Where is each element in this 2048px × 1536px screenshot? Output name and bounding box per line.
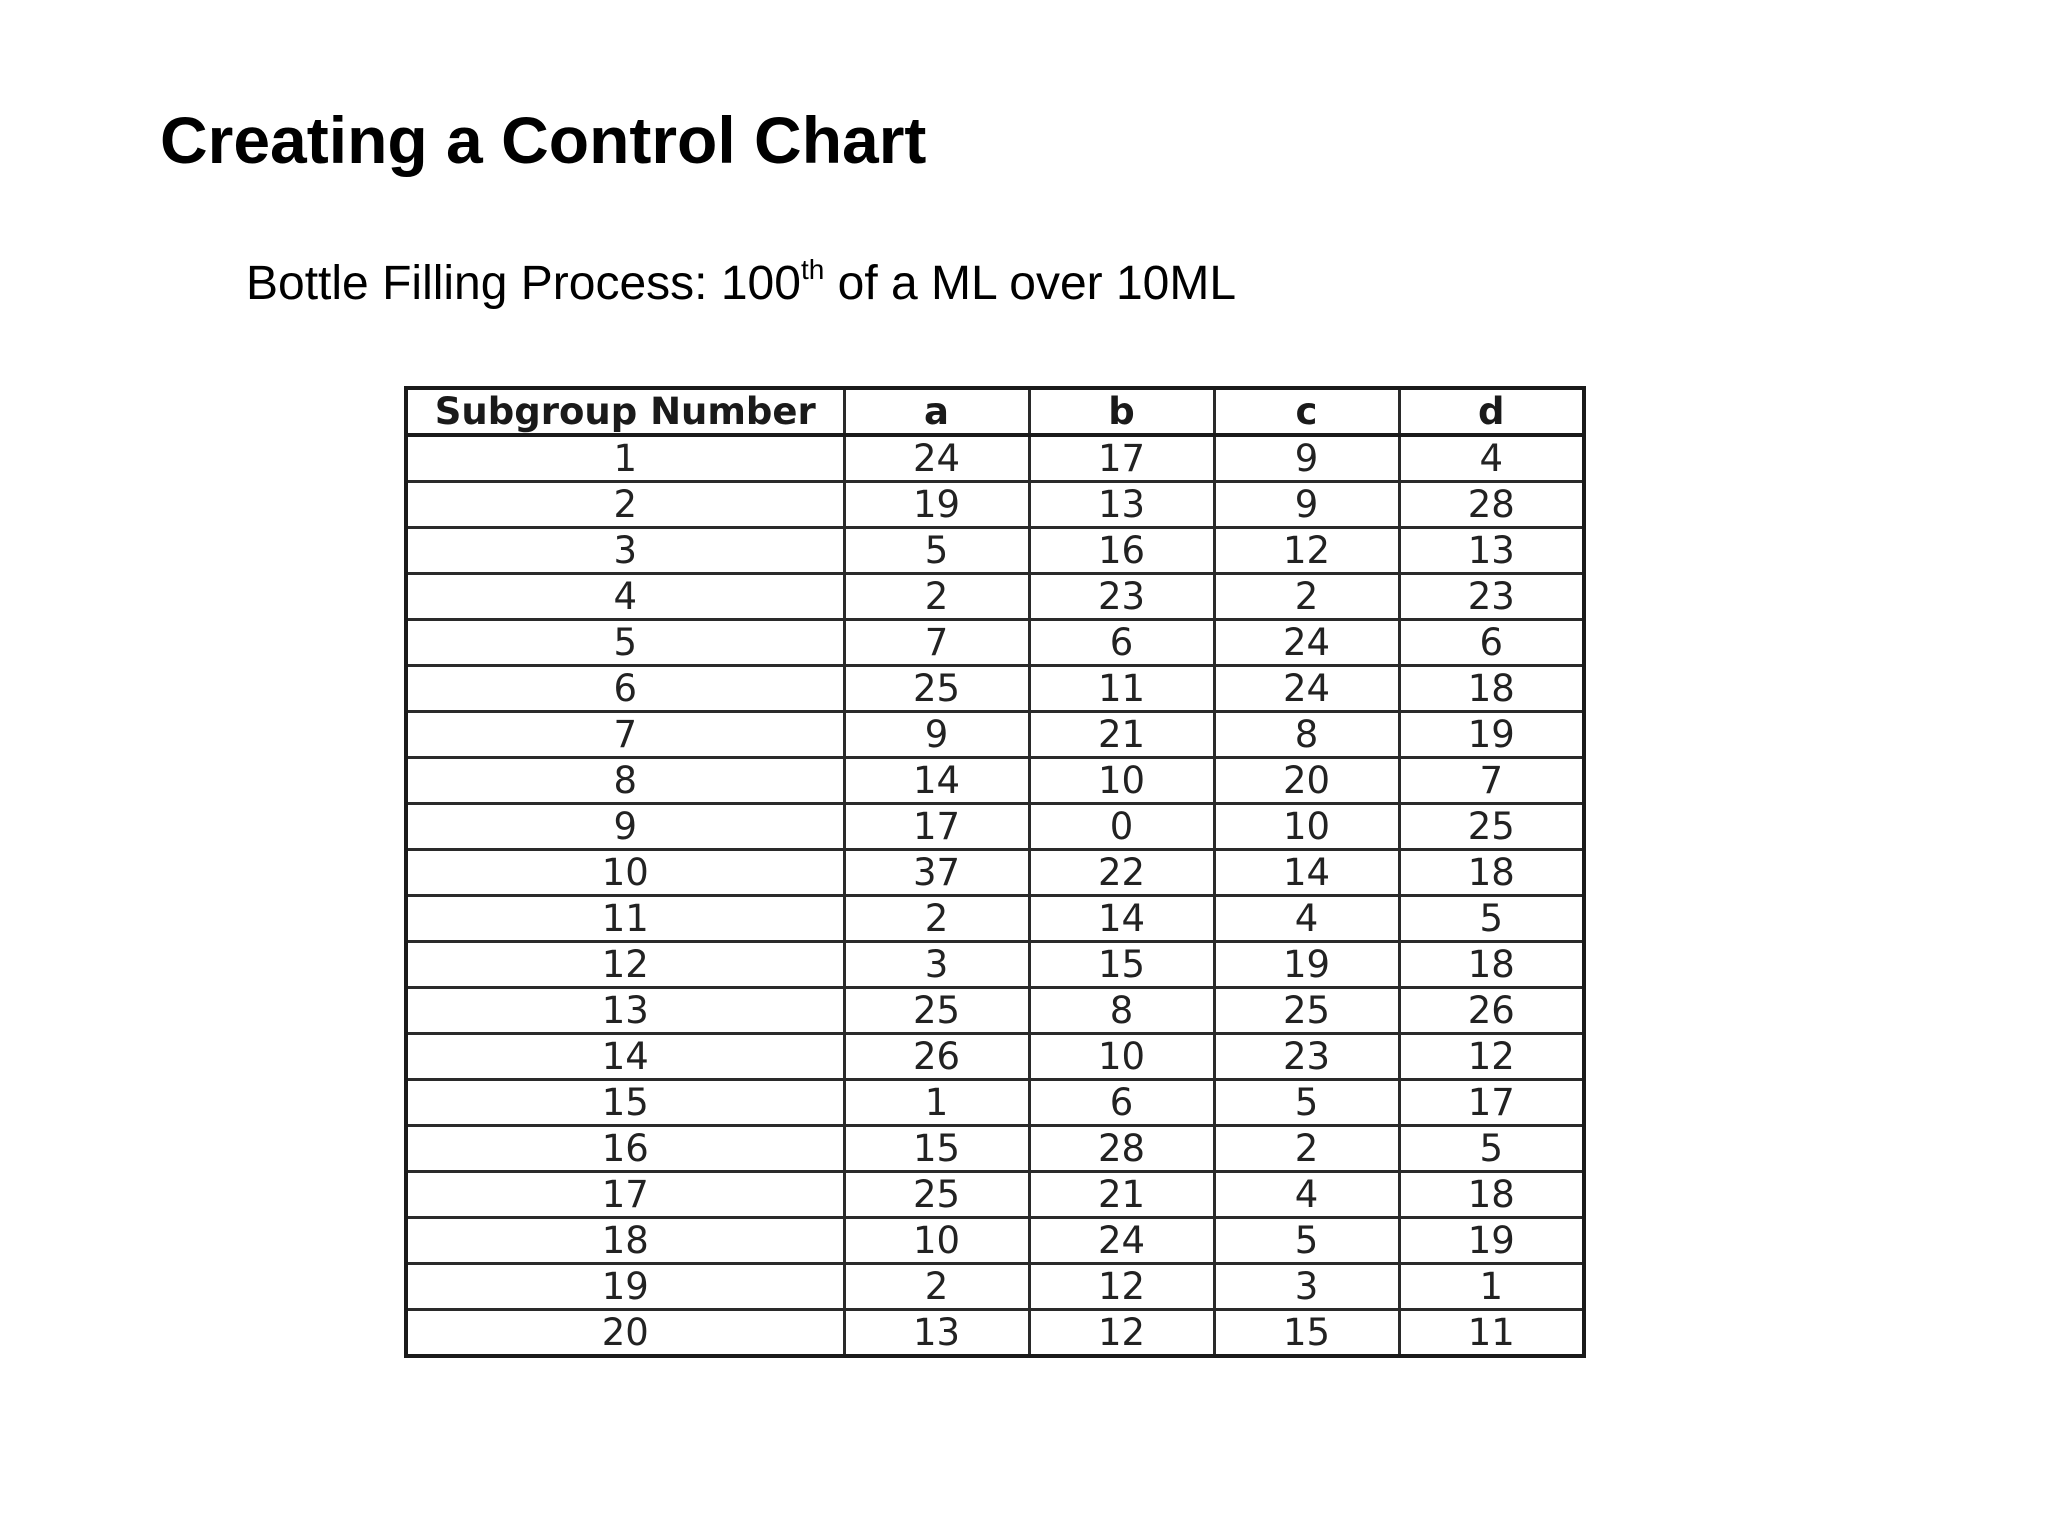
subtitle-text: Bottle Filling Process: 100 xyxy=(246,257,801,310)
c-cell: 2 xyxy=(1214,574,1399,620)
c-cell: 2 xyxy=(1214,1126,1399,1172)
a-cell: 14 xyxy=(844,758,1029,804)
slide-subtitle xyxy=(246,254,1236,314)
d-cell: 23 xyxy=(1399,574,1584,620)
d-cell: 26 xyxy=(1399,988,1584,1034)
c-cell: 9 xyxy=(1214,482,1399,528)
b-cell: 6 xyxy=(1029,1080,1214,1126)
table-row xyxy=(406,666,1584,712)
table-row xyxy=(406,712,1584,758)
c-cell: 10 xyxy=(1214,804,1399,850)
a-cell: 1 xyxy=(844,1080,1029,1126)
b-cell: 21 xyxy=(1029,712,1214,758)
table-row xyxy=(406,435,1584,482)
table-row xyxy=(406,482,1584,528)
subtitle-text-end: of a ML over 10ML xyxy=(824,257,1237,310)
subgroup-number-cell: 18 xyxy=(406,1218,844,1264)
a-cell: 2 xyxy=(844,574,1029,620)
subgroup-number-cell: 8 xyxy=(406,758,844,804)
table-header-row xyxy=(406,388,1584,435)
subgroup-number-cell: 10 xyxy=(406,850,844,896)
c-cell: 5 xyxy=(1214,1218,1399,1264)
subgroup-number-cell: 20 xyxy=(406,1310,844,1357)
subgroup-number-cell: 16 xyxy=(406,1126,844,1172)
table-row xyxy=(406,1080,1584,1126)
subgroup-number-cell: 5 xyxy=(406,620,844,666)
d-cell: 5 xyxy=(1399,896,1584,942)
c-cell: 14 xyxy=(1214,850,1399,896)
table-row xyxy=(406,574,1584,620)
b-cell: 21 xyxy=(1029,1172,1214,1218)
c-cell: 24 xyxy=(1214,620,1399,666)
a-cell: 2 xyxy=(844,896,1029,942)
d-cell: 18 xyxy=(1399,1172,1584,1218)
d-cell: 17 xyxy=(1399,1080,1584,1126)
c-cell: 4 xyxy=(1214,896,1399,942)
subgroup-number-cell: 11 xyxy=(406,896,844,942)
slide-title: Creating a Control Chart xyxy=(160,103,927,177)
table-row xyxy=(406,850,1584,896)
table-row xyxy=(406,1264,1584,1310)
a-cell: 17 xyxy=(844,804,1029,850)
a-cell: 24 xyxy=(844,435,1029,482)
d-cell: 28 xyxy=(1399,482,1584,528)
b-cell: 6 xyxy=(1029,620,1214,666)
a-cell: 25 xyxy=(844,988,1029,1034)
table-row xyxy=(406,758,1584,804)
b-cell: 10 xyxy=(1029,758,1214,804)
table-row xyxy=(406,804,1584,850)
c-cell: 4 xyxy=(1214,1172,1399,1218)
subgroup-number-cell: 7 xyxy=(406,712,844,758)
b-cell: 11 xyxy=(1029,666,1214,712)
table-row xyxy=(406,1310,1584,1357)
subgroup-number-cell: 4 xyxy=(406,574,844,620)
d-cell: 1 xyxy=(1399,1264,1584,1310)
b-cell: 23 xyxy=(1029,574,1214,620)
subgroup-number-cell: 17 xyxy=(406,1172,844,1218)
c-cell: 19 xyxy=(1214,942,1399,988)
a-cell: 13 xyxy=(844,1310,1029,1357)
a-cell: 25 xyxy=(844,666,1029,712)
header-b: b xyxy=(1029,388,1214,435)
c-cell: 9 xyxy=(1214,435,1399,482)
a-cell: 25 xyxy=(844,1172,1029,1218)
table-row xyxy=(406,988,1584,1034)
d-cell: 11 xyxy=(1399,1310,1584,1357)
a-cell: 37 xyxy=(844,850,1029,896)
d-cell: 18 xyxy=(1399,942,1584,988)
d-cell: 6 xyxy=(1399,620,1584,666)
header-subgroup-number: Subgroup Number xyxy=(406,388,844,435)
b-cell: 15 xyxy=(1029,942,1214,988)
b-cell: 8 xyxy=(1029,988,1214,1034)
d-cell: 13 xyxy=(1399,528,1584,574)
d-cell: 7 xyxy=(1399,758,1584,804)
table-row xyxy=(406,896,1584,942)
a-cell: 2 xyxy=(844,1264,1029,1310)
a-cell: 3 xyxy=(844,942,1029,988)
b-cell: 14 xyxy=(1029,896,1214,942)
b-cell: 24 xyxy=(1029,1218,1214,1264)
subgroup-number-cell: 1 xyxy=(406,435,844,482)
d-cell: 12 xyxy=(1399,1034,1584,1080)
subgroup-number-cell: 12 xyxy=(406,942,844,988)
a-cell: 9 xyxy=(844,712,1029,758)
subgroup-number-cell: 19 xyxy=(406,1264,844,1310)
c-cell: 15 xyxy=(1214,1310,1399,1357)
b-cell: 0 xyxy=(1029,804,1214,850)
a-cell: 15 xyxy=(844,1126,1029,1172)
table-row xyxy=(406,942,1584,988)
subgroup-number-cell: 15 xyxy=(406,1080,844,1126)
subgroup-number-cell: 14 xyxy=(406,1034,844,1080)
table-row xyxy=(406,1172,1584,1218)
b-cell: 12 xyxy=(1029,1310,1214,1357)
c-cell: 23 xyxy=(1214,1034,1399,1080)
a-cell: 5 xyxy=(844,528,1029,574)
subgroup-number-cell: 13 xyxy=(406,988,844,1034)
d-cell: 19 xyxy=(1399,1218,1584,1264)
b-cell: 13 xyxy=(1029,482,1214,528)
subgroup-number-cell: 2 xyxy=(406,482,844,528)
table-row xyxy=(406,1034,1584,1080)
c-cell: 3 xyxy=(1214,1264,1399,1310)
subgroup-data-table xyxy=(404,386,1586,1358)
a-cell: 10 xyxy=(844,1218,1029,1264)
table-body xyxy=(406,435,1584,1356)
table-row xyxy=(406,528,1584,574)
b-cell: 16 xyxy=(1029,528,1214,574)
b-cell: 17 xyxy=(1029,435,1214,482)
b-cell: 12 xyxy=(1029,1264,1214,1310)
d-cell: 18 xyxy=(1399,666,1584,712)
a-cell: 7 xyxy=(844,620,1029,666)
b-cell: 10 xyxy=(1029,1034,1214,1080)
subgroup-number-cell: 3 xyxy=(406,528,844,574)
subtitle-superscript: th xyxy=(800,254,825,285)
table-row xyxy=(406,1126,1584,1172)
c-cell: 25 xyxy=(1214,988,1399,1034)
header-a: a xyxy=(844,388,1029,435)
c-cell: 5 xyxy=(1214,1080,1399,1126)
d-cell: 18 xyxy=(1399,850,1584,896)
c-cell: 20 xyxy=(1214,758,1399,804)
d-cell: 25 xyxy=(1399,804,1584,850)
a-cell: 26 xyxy=(844,1034,1029,1080)
c-cell: 12 xyxy=(1214,528,1399,574)
header-d: d xyxy=(1399,388,1584,435)
c-cell: 24 xyxy=(1214,666,1399,712)
d-cell: 5 xyxy=(1399,1126,1584,1172)
subgroup-number-cell: 6 xyxy=(406,666,844,712)
d-cell: 4 xyxy=(1399,435,1584,482)
c-cell: 8 xyxy=(1214,712,1399,758)
table-row xyxy=(406,620,1584,666)
b-cell: 28 xyxy=(1029,1126,1214,1172)
a-cell: 19 xyxy=(844,482,1029,528)
d-cell: 19 xyxy=(1399,712,1584,758)
header-c: c xyxy=(1214,388,1399,435)
subgroup-number-cell: 9 xyxy=(406,804,844,850)
table-row xyxy=(406,1218,1584,1264)
b-cell: 22 xyxy=(1029,850,1214,896)
